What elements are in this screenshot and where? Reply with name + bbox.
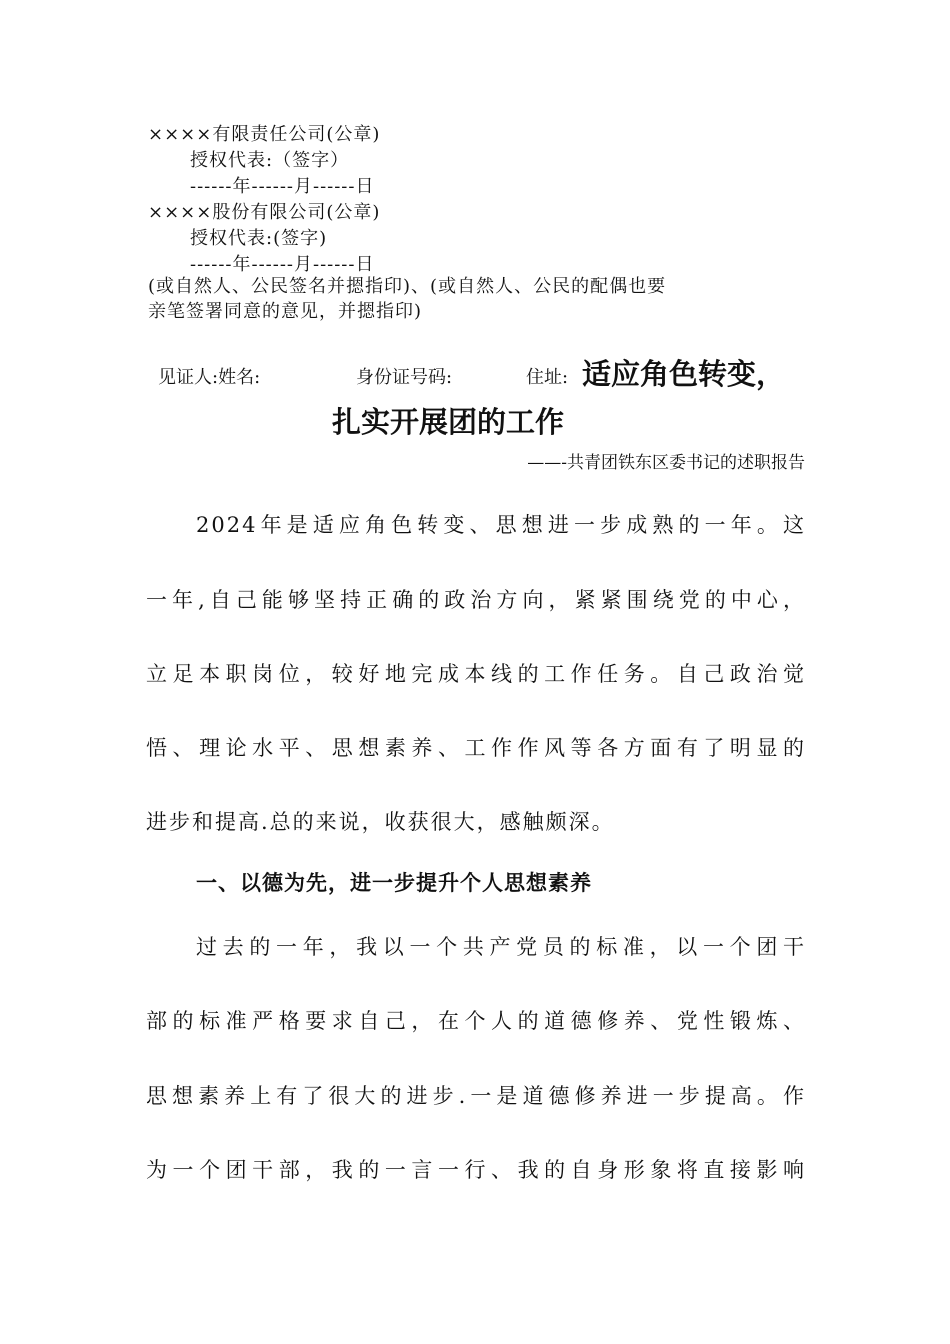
company1-seal-line: ××××有限责任公司(公章) bbox=[148, 124, 381, 145]
report-title-line2: 扎实开展团的工作 bbox=[332, 405, 565, 439]
witness-id-label: 身份证号码: bbox=[356, 367, 453, 388]
date1-line: ------年------月------日 bbox=[190, 176, 375, 197]
paragraph2-line: 为一个团干部，我的一言一行、我的自身形象将直接影响 bbox=[146, 1158, 806, 1182]
signature-note-line2: 亲笔签署同意的意见，并摁指印) bbox=[148, 301, 423, 322]
paragraph1-line: 悟、理论水平、思想素养、工作作风等各方面有了明显的 bbox=[146, 736, 806, 760]
witness-name-label: 见证人:姓名: bbox=[158, 367, 261, 388]
paragraph1-line: 一年,自己能够坚持正确的政治方向，紧紧围绕党的中心， bbox=[146, 588, 806, 612]
paragraph1-line: 立足本职岗位，较好地完成本线的工作任务。自己政治觉 bbox=[146, 662, 806, 686]
report-title-line1: 适应角色转变， bbox=[582, 357, 786, 391]
paragraph1-line: 进步和提高.总的来说，收获很大，感触颇深。 bbox=[146, 810, 615, 834]
section1-heading: 一、以德为先，进一步提升个人思想素养 bbox=[196, 871, 592, 895]
company2-seal-line: ××××股份有限公司(公章) bbox=[148, 202, 381, 223]
paragraph2-line: 思想素养上有了很大的进步.一是道德修养进一步提高。作 bbox=[146, 1084, 806, 1108]
paragraph1-line: 2024年是适应角色转变、思想进一步成熟的一年。这 bbox=[196, 513, 806, 537]
paragraph2-line: 部的标准严格要求自己，在个人的道德修养、党性锻炼、 bbox=[146, 1009, 806, 1033]
rep2-signature-line: 授权代表:(签字) bbox=[190, 228, 328, 249]
paragraph2-line: 过去的一年，我以一个共产党员的标准，以一个团干 bbox=[196, 935, 806, 959]
report-subtitle: ——-共青团铁东区委书记的述职报告 bbox=[527, 453, 805, 473]
rep1-signature-line: 授权代表:（签字） bbox=[190, 150, 350, 171]
witness-line bbox=[158, 364, 568, 392]
date2-line: ------年------月------日 bbox=[190, 254, 375, 275]
signature-note-line1: (或自然人、公民签名并摁指印)、(或自然人、公民的配偶也要 bbox=[148, 276, 667, 297]
witness-address-label: 住址: bbox=[526, 367, 569, 388]
